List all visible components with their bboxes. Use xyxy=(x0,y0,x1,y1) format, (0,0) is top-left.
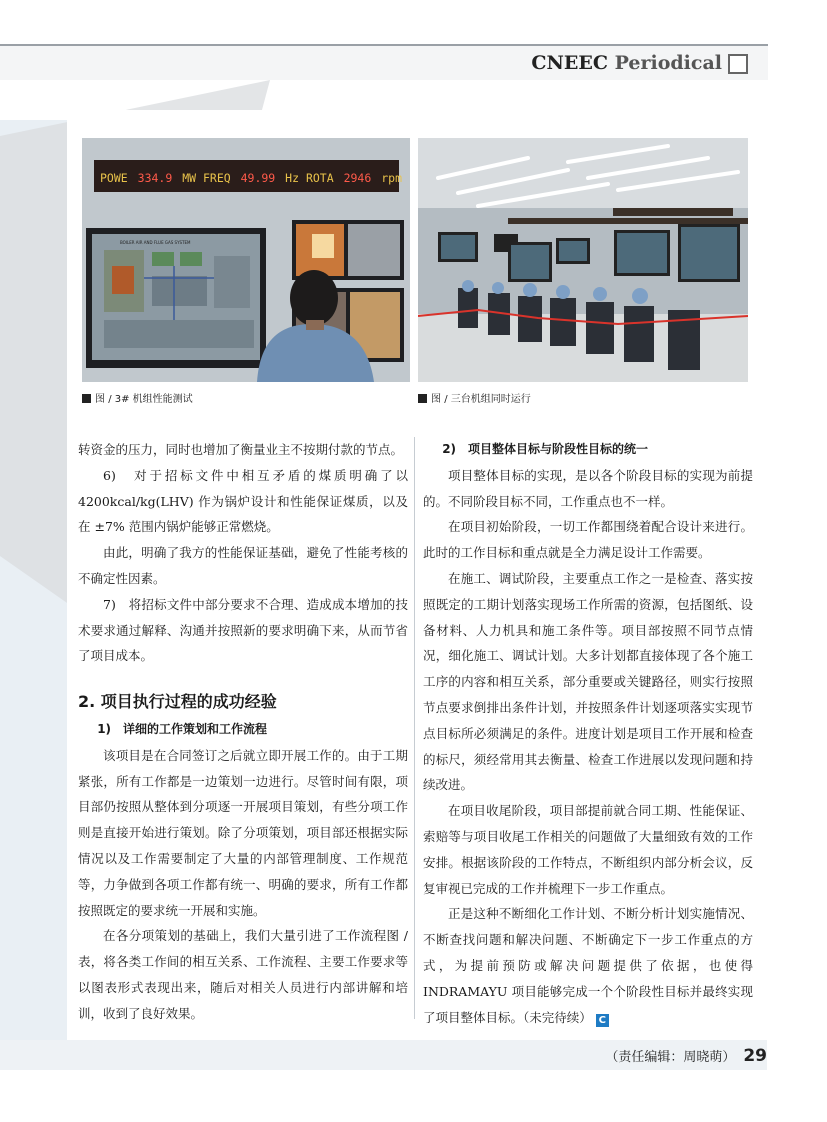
paragraph: 6) 对于招标文件中相互矛盾的煤质明确了以 4200kcal/kg(LHV) 作为锅炉设计和性能保证煤质，以及在 ±7% 范围内锅炉能够正常燃烧。 xyxy=(78,467,408,535)
photo-three-units-operation xyxy=(418,138,748,382)
brand-name: CNEEC xyxy=(531,52,608,74)
paragraph: 在项目收尾阶段，项目部提前就合同工期、性能保证、索赔等与项目收尾工作相关的问题做了大量细致有效的工作安排。根据该阶段的工作特点，不断组织内部分析会议，反复审视已完成的工作并梳理下一步工作重点。 xyxy=(423,803,753,896)
caption-separator: / xyxy=(108,394,112,405)
caption-label: 图 xyxy=(431,394,441,405)
ticker-value: 334.9 xyxy=(137,171,173,185)
svg-text:POWE 334.9 MW FRE xyxy=(100,171,402,185)
photo-caption xyxy=(418,390,531,405)
ticker-label: rpm xyxy=(381,171,402,185)
photo-caption xyxy=(82,390,193,405)
paragraph: 在项目初始阶段，一切工作都围绕着配合设计来进行。此时的工作目标和重点就是全力满足设计工作需要。 xyxy=(423,519,753,561)
paragraph: 该项目是在合同签订之后就立即开展工作的。由于工期紧张，所有工作都是一边策划一边进行。尽管时间有限，项目部仍按照从整体到分项逐一开展项目策划，有些分项工作则是直接开始进行策划。除了分项策划，项目部还根据实际情况以及工作需要制定了大量的内部管理制度、工作规范等，力争做到各项工作都有统一、明确的要求，所有工作都按照既定的要求统一开展和实施。 xyxy=(78,747,408,918)
page-footer xyxy=(605,1046,767,1066)
column-divider xyxy=(414,437,415,1019)
caption-text: 三台机组同时运行 xyxy=(450,394,531,405)
paragraph xyxy=(423,901,753,1030)
photo-unit3-performance-test xyxy=(82,138,410,382)
periodical-word: Periodical xyxy=(614,52,722,74)
paragraph-text: 正是这种不断细化工作计划、不断分析计划实施情况、不断查找问题和解决问题、不断确定下一步工作重点的方式，为提前预防或解决问题提供了依据，也使得 INDRAMAYU 项目能够完成一个个阶段性目标并最终实现了项目整体目标。 xyxy=(423,906,753,1025)
ticker-label: POWE xyxy=(100,171,128,185)
caption-label: 图 xyxy=(95,394,105,405)
paragraph: 7) 将招标文件中部分要求不合理、造成成本增加的技术要求通过解释、沟通并按照新的要求明确下来，从而节省了项目成本。 xyxy=(78,596,408,664)
ticker-value: 2946 xyxy=(343,171,372,185)
section-heading: 2. 项目执行过程的成功经验 xyxy=(78,692,277,712)
subsection-heading: 2) 项目整体目标与阶段性目标的统一 xyxy=(442,442,649,456)
left-column xyxy=(78,437,408,1027)
page-number: 29 xyxy=(743,1046,767,1066)
paragraph: 在各分项策划的基础上，我们大量引进了工作流程图 / 表，将各类工作间的相互关系、工作流程、主要工作要求等以图表形式表现出来，随后对相关人员进行内部讲解和培训，收到了良好效果。 xyxy=(78,928,408,1021)
paragraph: 转资金的压力，同时也增加了衡量业主不按期付款的节点。 xyxy=(78,442,404,457)
control-panel-illustration xyxy=(82,138,410,382)
editor-credit: （责任编辑：周晓萌） xyxy=(605,1050,736,1065)
hmi-title: BOILER AIR AND FLUE GAS SYSTEM xyxy=(120,240,191,245)
right-column xyxy=(423,437,753,1030)
caption-separator: / xyxy=(444,394,448,405)
end-mark-icon: C xyxy=(596,1014,609,1027)
ticker-label: Hz ROTA xyxy=(285,171,334,185)
control-room-illustration xyxy=(418,138,748,382)
ticker-label: MW FREQ xyxy=(182,171,231,185)
paragraph: 项目整体目标的实现，是以各个阶段目标的实现为前提的。不同阶段目标不同，工作重点也不一样。 xyxy=(423,467,753,509)
to-be-continued: （未完待续） xyxy=(523,1009,592,1025)
paragraph: 由此，明确了我方的性能保证基础，避免了性能考核的不确定性因素。 xyxy=(78,545,408,586)
periodical-title xyxy=(531,52,722,74)
header-square-icon xyxy=(728,54,748,74)
ticker-value: 49.99 xyxy=(240,171,276,185)
caption-text: 3# 机组性能测试 xyxy=(114,394,193,405)
caption-square-icon xyxy=(418,394,427,403)
caption-square-icon xyxy=(82,394,91,403)
subsection-heading: 1) 详细的工作策划和工作流程 xyxy=(97,721,268,736)
paragraph: 在施工、调试阶段，主要重点工作之一是检查、落实按照既定的工期计划落实现场工作所需的资源，包括图纸、设备材料、人力机具和施工条件等。项目部按照不同节点情况，细化施工、调试计划。大多计划都直接体现了各个施工工序的内容和相互关系，部分重要或关键路径，则实行按照节点要求倒排出条件计划，并按照条件计划逐项落实实现节点目标所必须满足的条件。进度计划是项目工作开展和检查的标尺，须经常用其去衡量、检查工作进展以发现问题和持续改进。 xyxy=(423,570,753,793)
